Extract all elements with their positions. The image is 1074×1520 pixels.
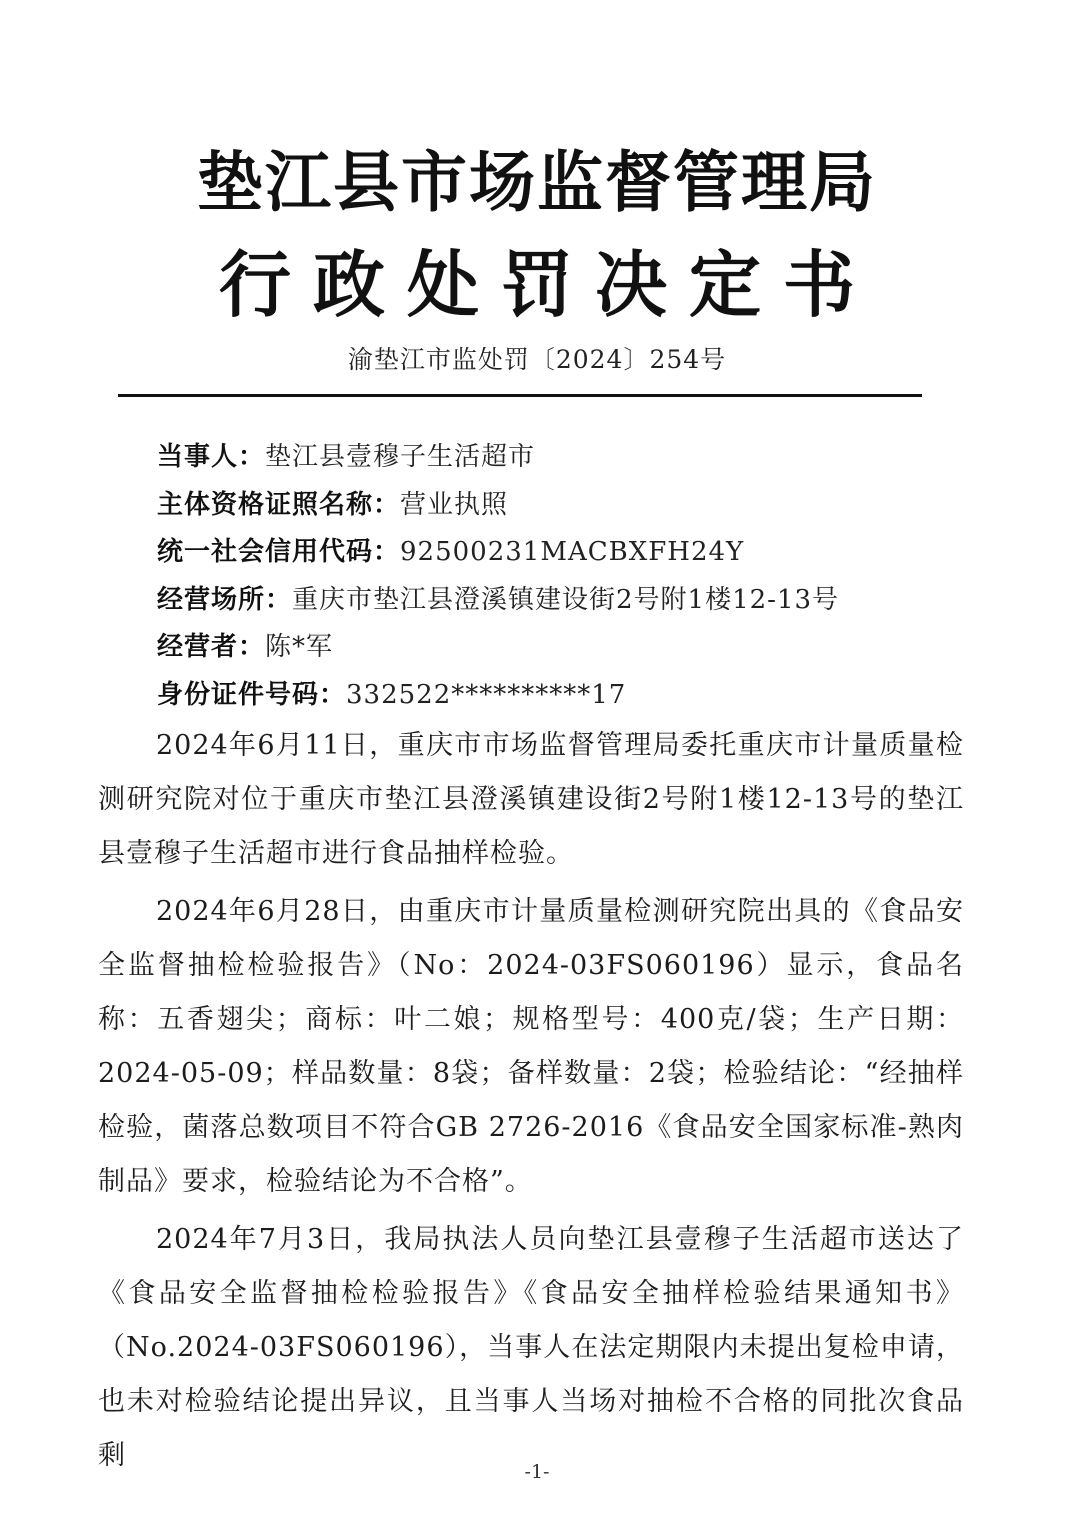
credit-code-row bbox=[157, 529, 957, 577]
party-name-label: 当事人： bbox=[157, 442, 266, 472]
id-number-value: 332522**********17 bbox=[346, 679, 627, 710]
business-address-value: 重庆市垫江县澄溪镇建设街2号附1楼12-13号 bbox=[292, 584, 840, 615]
license-type-row bbox=[157, 482, 957, 530]
document-body bbox=[98, 719, 964, 1487]
business-address-row bbox=[157, 577, 957, 625]
issuing-authority-title: 垫江县市场监督管理局 bbox=[197, 144, 877, 221]
document-number: 渝垫江市监处罚〔2024〕254号 bbox=[347, 345, 727, 374]
business-address-label: 经营场所： bbox=[157, 584, 293, 615]
id-number-label: 身份证件号码： bbox=[157, 679, 347, 710]
page-number: -1- bbox=[524, 1461, 550, 1483]
paragraph-notification: 2024年7月3日，我局执法人员向垫江县壹穆子生活超市送达了《食品安全监督抽检检验报告》《食品安全抽样检验结果通知书》（No.2024-03FS060196），当事人在法定期限内未提出复检申请，也未对检验结论提出异议，且当事人当场对抽检不合格的同批次食品剩 bbox=[98, 1224, 964, 1471]
paragraph-inspection-report: 2024年6月28日，由重庆市计量质量检测研究院出具的《食品安全监督抽检检验报告》（No：2024-03FS060196）显示，食品名称：五香翅尖；商标：叶二娘；规格型号：400克/袋；生产日期：2024-05-09；样品数量：8袋；备样数量：2袋；检验结论：“经抽样检验，菌落总数项目不符合GB 2726-2016《食品安全国家标准-熟肉制品》要求，检验结论为不合格”。 bbox=[98, 896, 964, 1197]
party-name-row bbox=[157, 434, 957, 482]
paragraph-sampling: 2024年6月11日，重庆市市场监督管理局委托重庆市计量质量检测研究院对位于重庆市垫江县澄溪镇建设街2号附1楼12-13号的垫江县壹穆子生活超市进行食品抽样检验。 bbox=[98, 730, 964, 869]
party-info-block bbox=[157, 434, 957, 719]
operator-row bbox=[157, 624, 957, 672]
credit-code-label: 统一社会信用代码： bbox=[157, 537, 401, 567]
operator-label: 经营者： bbox=[157, 632, 266, 662]
operator-value: 陈*军 bbox=[265, 632, 334, 662]
license-type-value: 营业执照 bbox=[400, 489, 509, 520]
id-number-row bbox=[157, 672, 957, 720]
document-title: 行政处罚决定书 bbox=[218, 242, 877, 327]
header-divider bbox=[118, 394, 922, 397]
party-name-value: 垫江县壹穆子生活超市 bbox=[265, 442, 536, 472]
license-type-label: 主体资格证照名称： bbox=[157, 489, 401, 520]
credit-code-value: 92500231MACBXFH24Y bbox=[400, 537, 745, 567]
